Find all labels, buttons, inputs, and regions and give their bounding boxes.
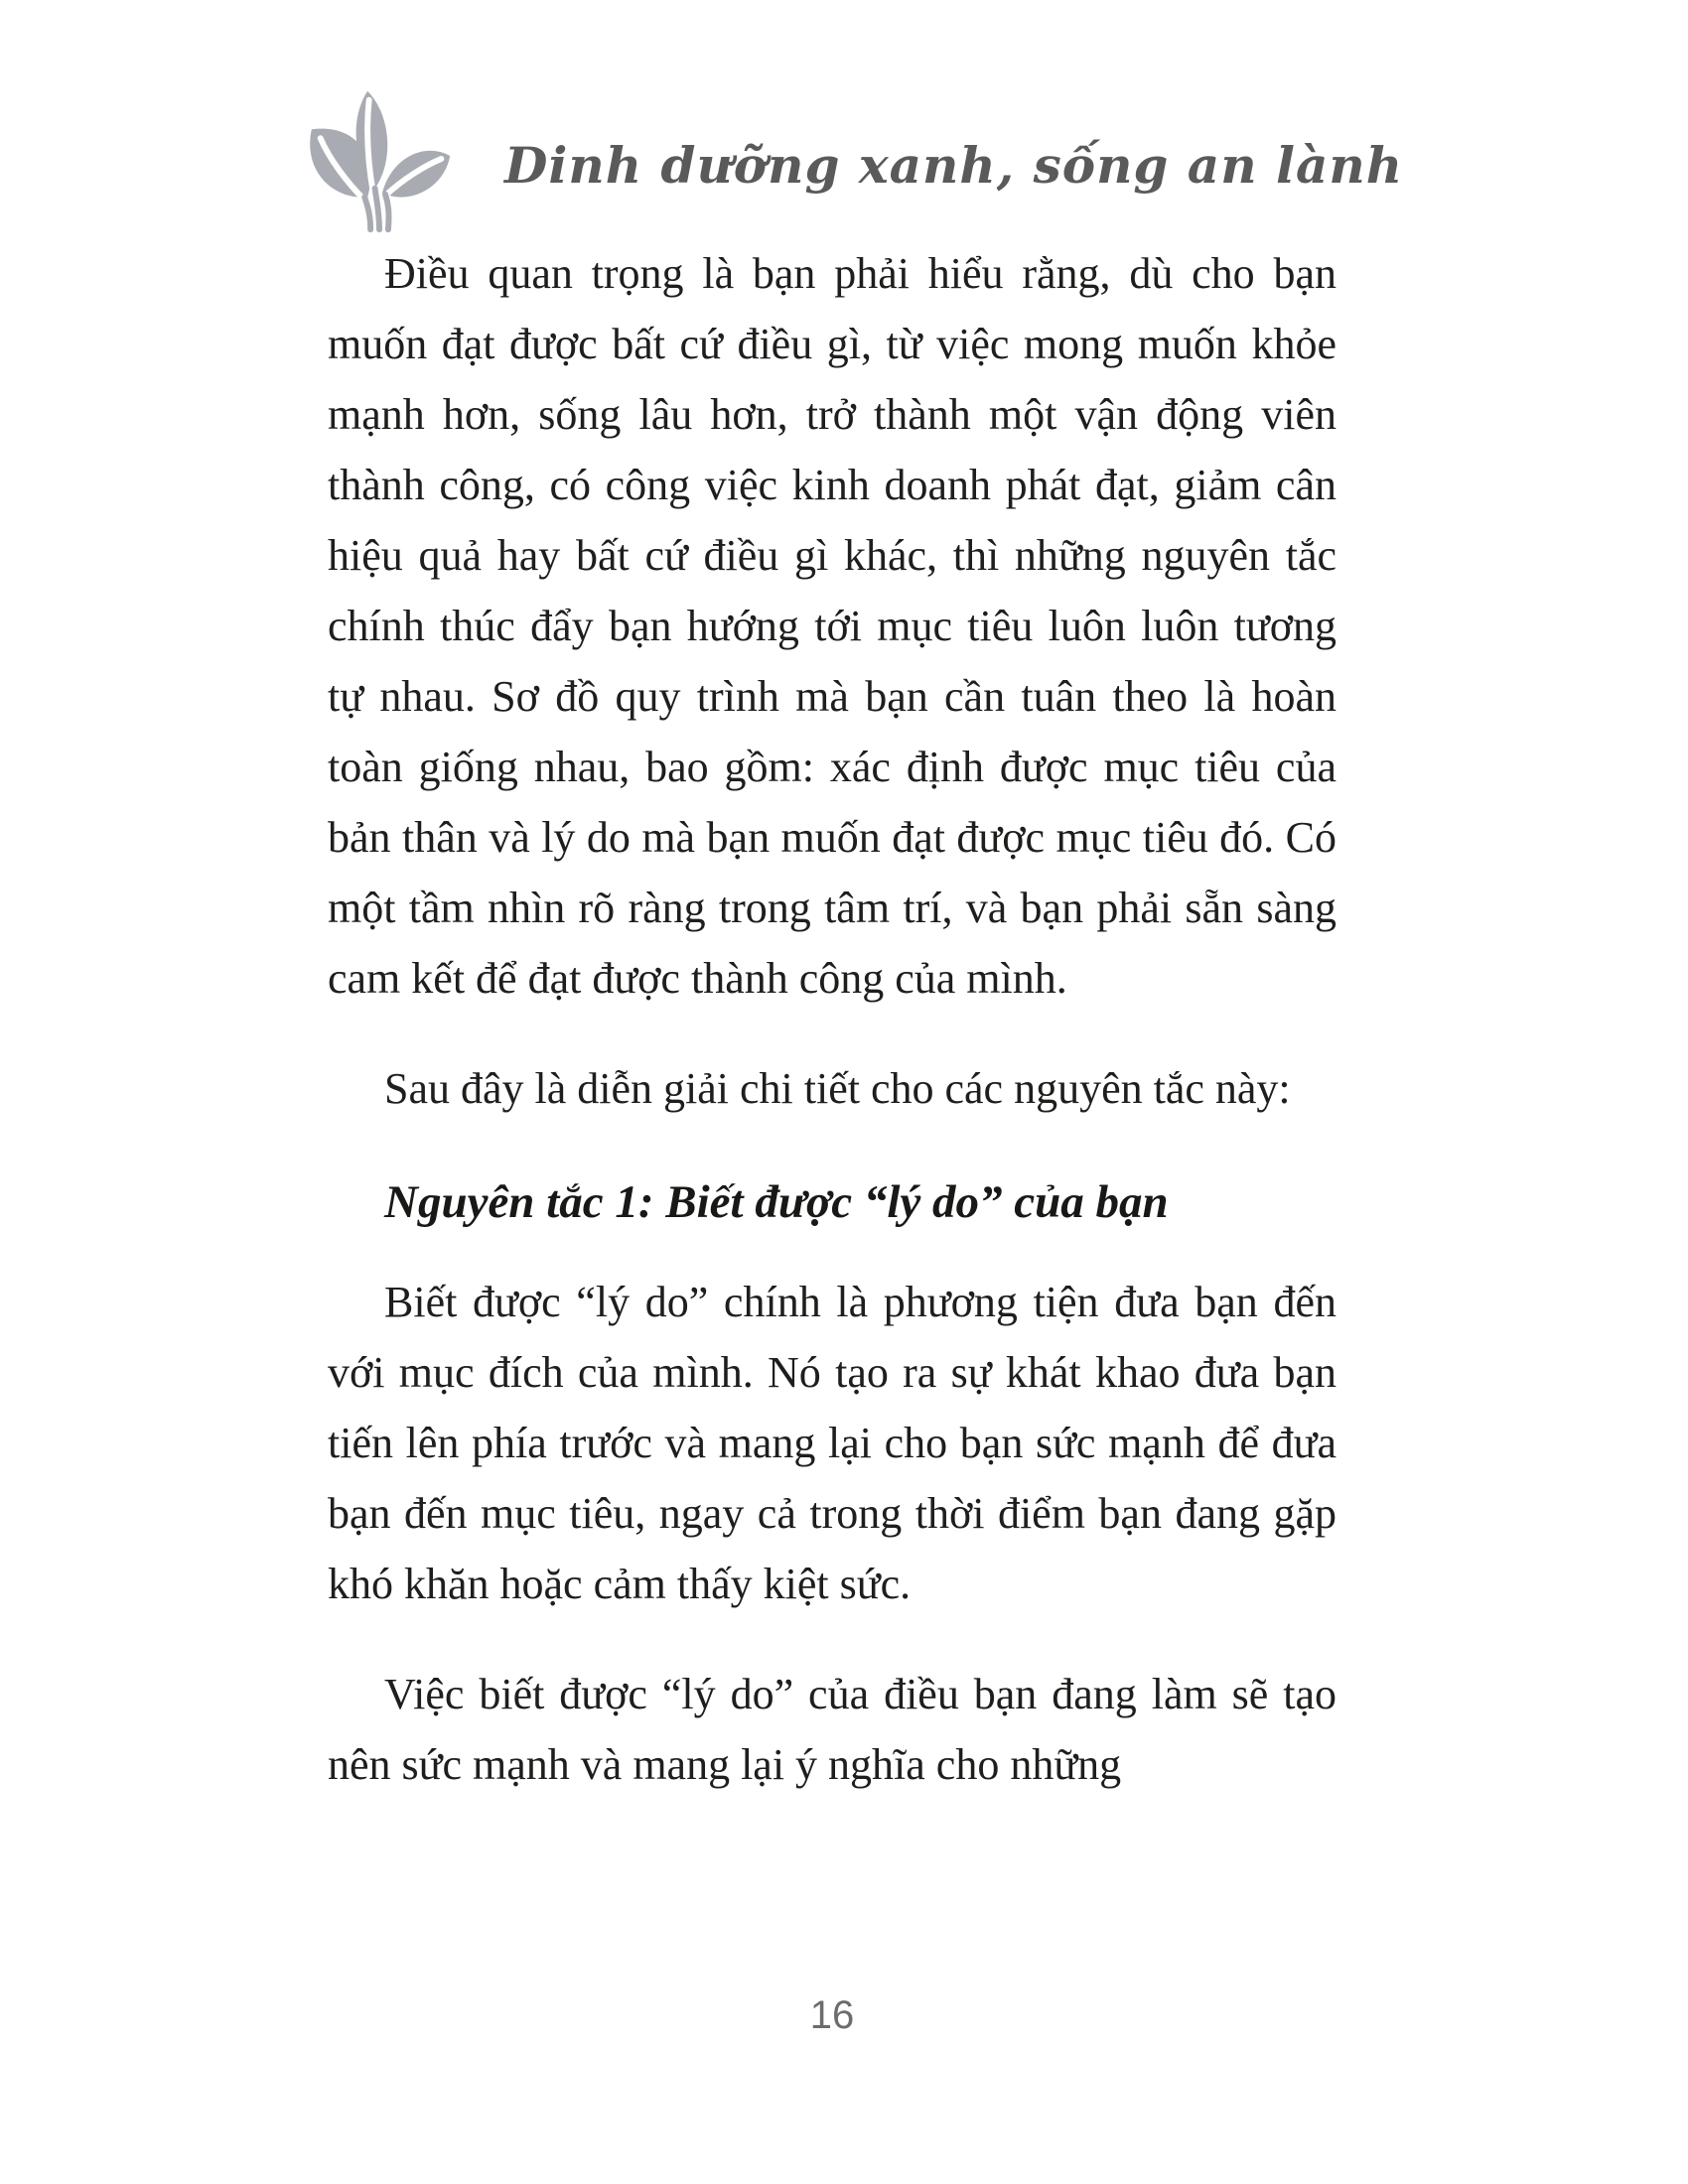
- page-content: [328, 238, 1336, 1800]
- leaf-sprout-icon: [294, 83, 471, 234]
- section-heading: Nguyên tắc 1: Biết được “lý do” của bạn: [384, 1176, 1169, 1228]
- paragraph-principle-1: Biết được “lý do” chính là phương tiện đưa bạn đến với mục đích của mình. Nó tạo ra sự khát khao đưa bạn tiến lên phía trước và mang lại cho bạn sức mạnh để đưa bạn đến mục tiêu, ngay cả trong thời điểm bạn đang gặp khó khăn hoặc cảm thấy kiệt sức.: [328, 1278, 1336, 1608]
- header-title: Dinh dưỡng xanh, sống an lành: [504, 135, 1404, 195]
- page-number: 16: [809, 1993, 855, 2037]
- paragraph-intro: Điều quan trọng là bạn phải hiểu rằng, dù cho bạn muốn đạt được bất cứ điều gì, từ việc mong muốn khỏe mạnh hơn, sống lâu hơn, trở thành một vận động viên thành công, có công việc kinh doanh phát đạt, giảm cân hiệu quả hay bất cứ điều gì khác, thì những nguyên tắc chính thúc đẩy bạn hướng tới mục tiêu luôn luôn tương tự nhau. Sơ đồ quy trình mà bạn cần tuân theo là hoàn toàn giống nhau, bao gồm: xác định được mục tiêu của bản thân và lý do mà bạn muốn đạt được mục tiêu đó. Có một tầm nhìn rõ ràng trong tâm trí, và bạn phải sẵn sàng cam kết để đạt được thành công của mình.: [328, 249, 1336, 1003]
- running-header: [294, 83, 1403, 234]
- paragraph-lead-in: Sau đây là diễn giải chi tiết cho các nguyên tắc này:: [384, 1064, 1291, 1113]
- paragraph-continuation: Việc biết được “lý do” của điều bạn đang làm sẽ tạo nên sức mạnh và mang lại ý nghĩa cho những: [328, 1670, 1336, 1789]
